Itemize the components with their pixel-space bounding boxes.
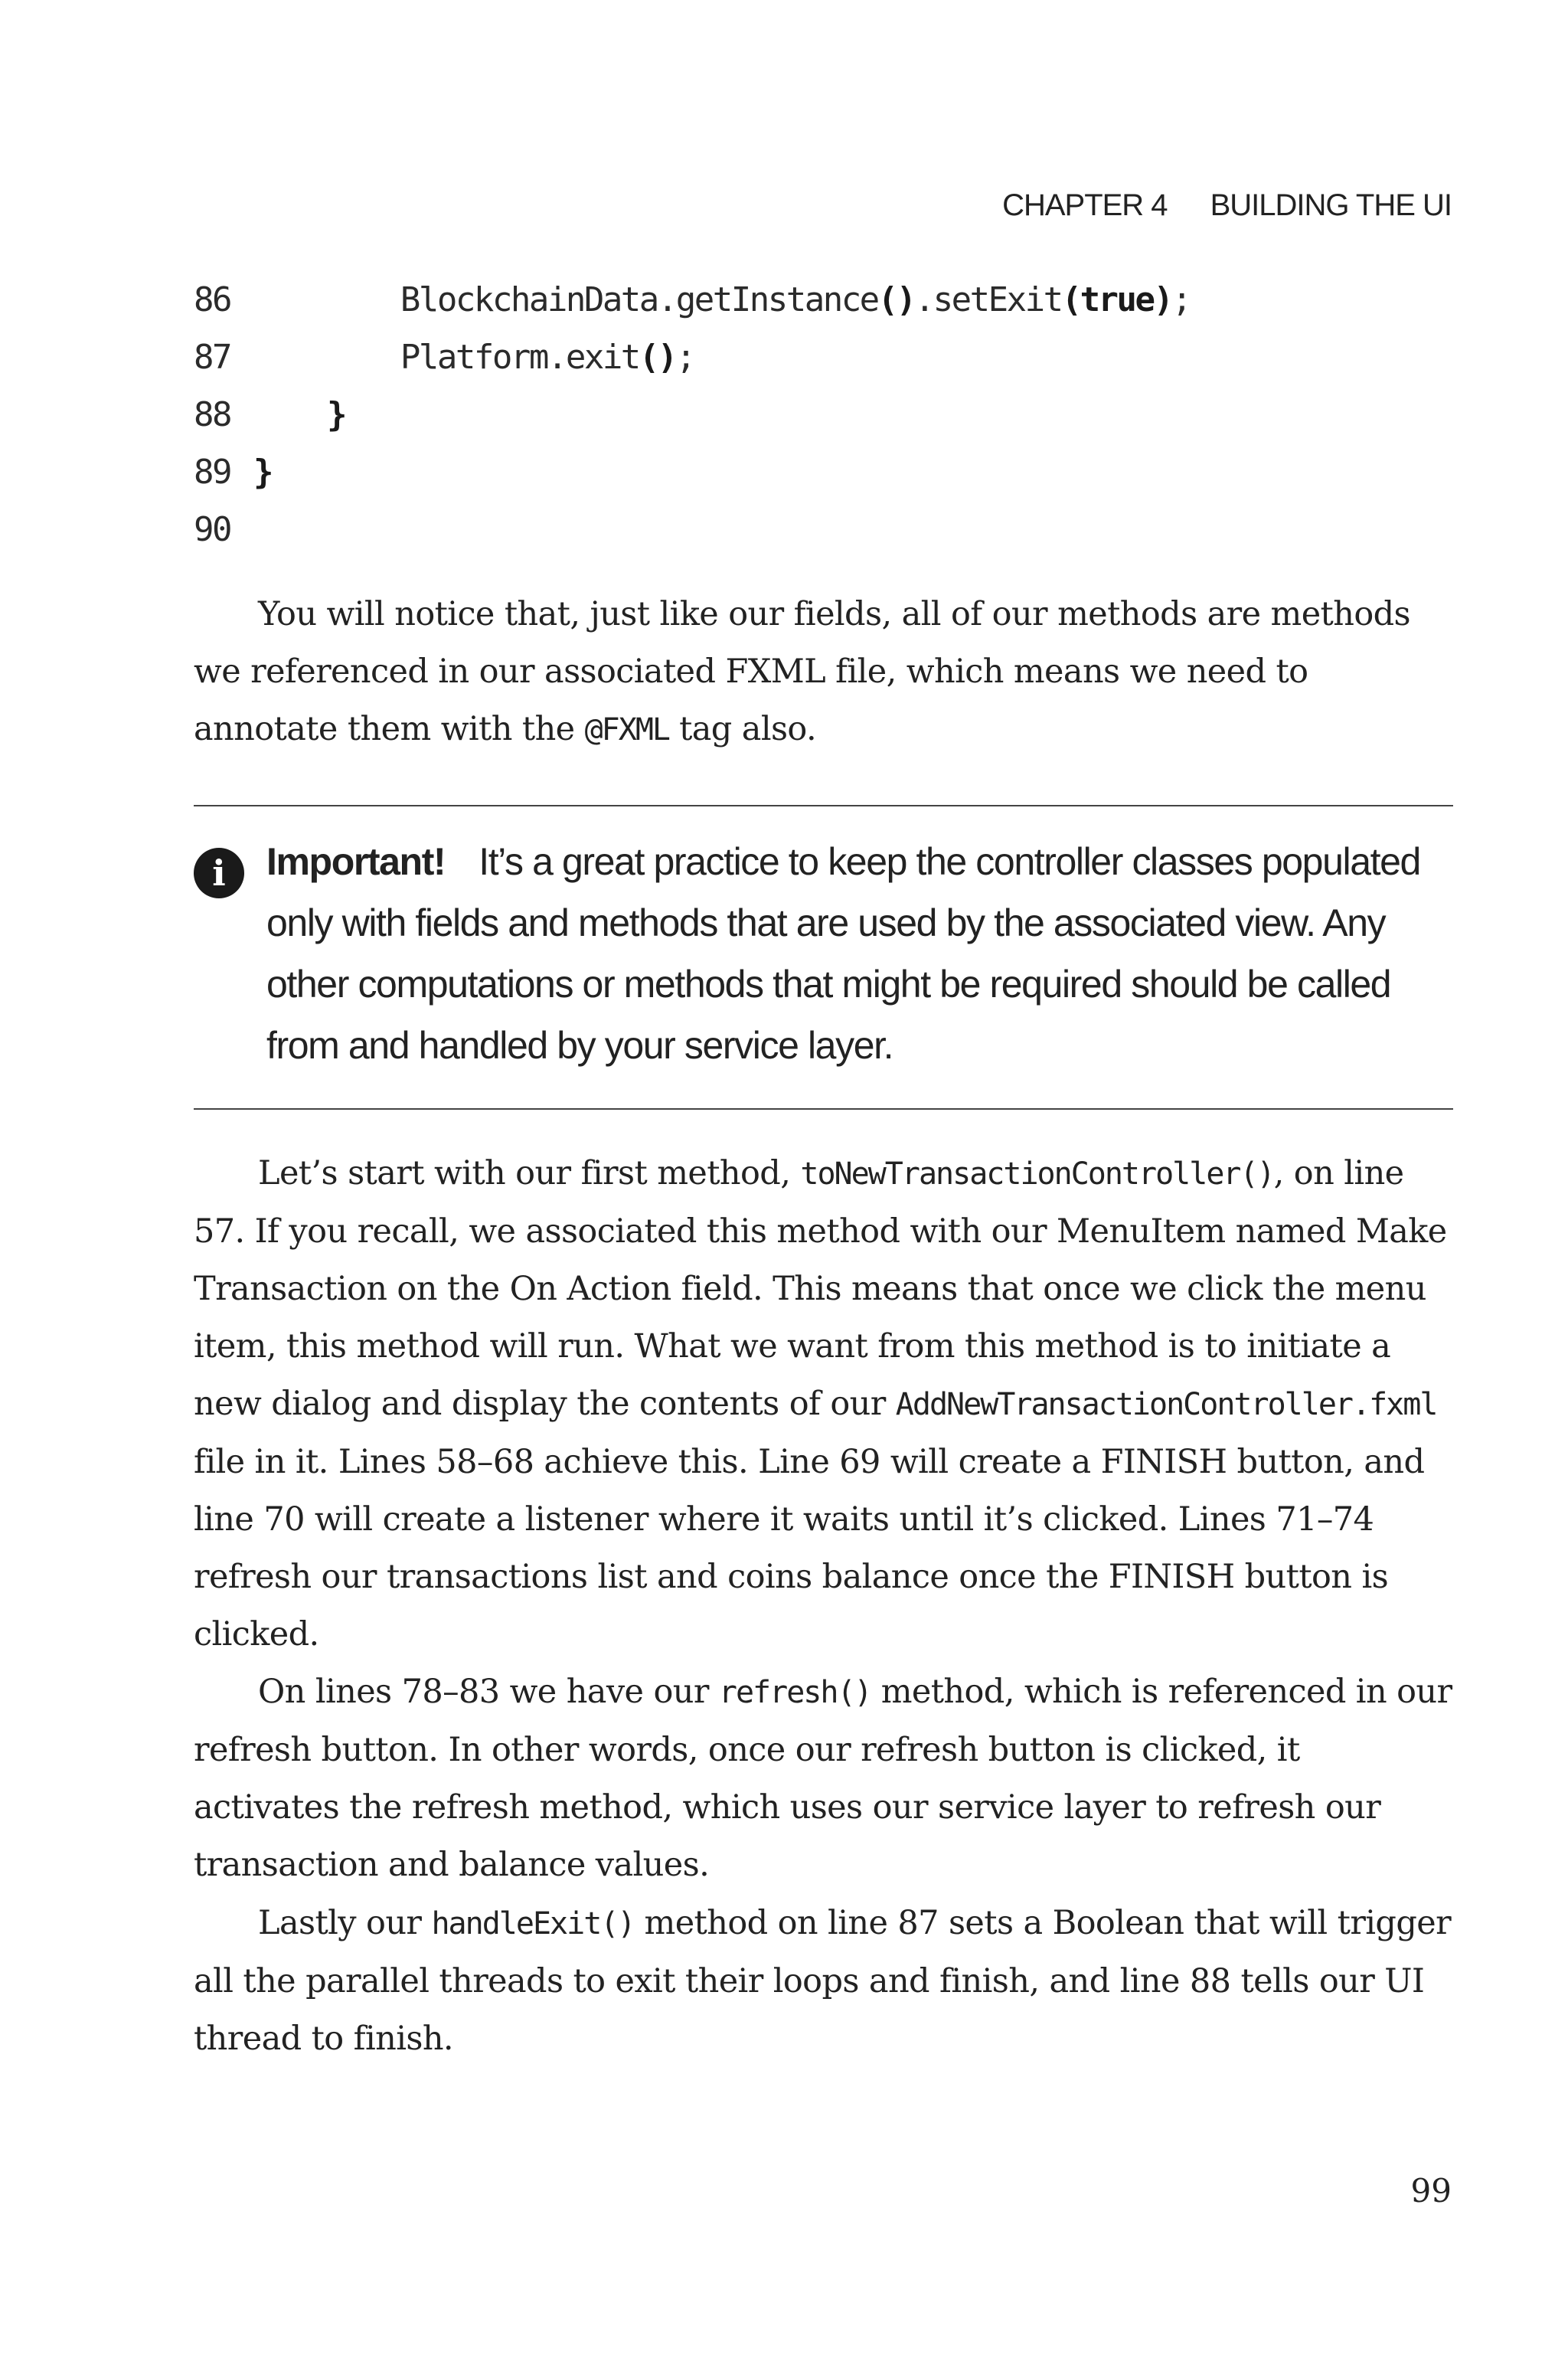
code-line (194, 443, 1457, 501)
code-listing (194, 271, 1457, 558)
code-token: ; (1171, 280, 1191, 319)
chapter-title: BUILDING THE UI (1210, 188, 1452, 222)
paragraph-3: Lastly our handleExit() method on line 87 sets a Boolean that will trigger all the parallel threads to exit their loops and finish, and line 88 tells our UI thread to finish. (194, 1904, 1452, 2058)
code-line (194, 501, 1457, 558)
line-number: 90 (194, 510, 230, 549)
code-line (194, 386, 1457, 443)
running-header (1002, 188, 1452, 223)
note-text (266, 831, 1461, 1076)
line-number: 88 (194, 395, 230, 434)
code-token: } (253, 453, 272, 492)
paragraph-1: Let’s start with our first method, toNewTransactionController(), on line 57. If you recall, we associated this method with our MenuItem named Make Transaction on the On Action field. This means that once we click the menu item, this method will run. What we want from this method is to initiate a new dialog and display the contents of our AddNewTransactionController.fxml file in it. Lines 58–68 achieve this. Line 69 will create a FINISH button, and line 70 will create a listener where it waits until it’s clicked. Lines 71–74 refresh our transactions list and coins balance once the FINISH button is clicked. (194, 1154, 1447, 1653)
note-top-rule (194, 805, 1453, 806)
inline-code: refresh() (718, 1675, 871, 1710)
inline-code: AddNewTransactionController.fxml (895, 1387, 1437, 1422)
code-text (253, 443, 272, 501)
line-number: 87 (194, 338, 230, 377)
inline-code: toNewTransactionController() (800, 1156, 1274, 1192)
page-number: 99 (1410, 2172, 1452, 2210)
code-token: BlockchainData.getInstance (253, 280, 878, 319)
code-token: () (877, 280, 915, 319)
code-text (253, 271, 1191, 329)
code-line (194, 271, 1457, 329)
line-number: 89 (194, 453, 230, 492)
chapter-label: CHAPTER 4 (1002, 188, 1168, 222)
code-text (253, 386, 345, 443)
inline-code: handleExit() (431, 1906, 635, 1941)
code-token: () (639, 338, 676, 377)
note-bottom-rule (194, 1108, 1453, 1110)
code-token: Platform.exit (253, 338, 639, 377)
note-body: It’s a great practice to keep the controller classes populated only with fields and methods that are used by the associated view. Any other computations or methods that might be required should be called from and handled by your service layer. (266, 840, 1420, 1067)
info-icon: i (194, 848, 244, 898)
code-token: (true) (1061, 280, 1172, 319)
code-token: .setExit (914, 280, 1062, 319)
code-text (253, 329, 694, 386)
line-number: 86 (194, 280, 230, 319)
inline-code: @FXML (584, 712, 669, 747)
code-token (253, 395, 327, 434)
code-line (194, 329, 1457, 386)
code-token: ; (675, 338, 694, 377)
code-token: } (326, 395, 345, 434)
intro-paragraph: You will notice that, just like our fields, all of our methods are methods we referenced in our associated FXML file, which means we need to annotate them with the @FXML tag also. (194, 595, 1411, 748)
note-label: Important! (266, 840, 446, 883)
paragraph-2: On lines 78–83 we have our refresh() method, which is referenced in our refresh button. In other words, once our refresh button is clicked, it activates the refresh method, which uses our service layer to refresh our transaction and balance values. (194, 1673, 1452, 1884)
